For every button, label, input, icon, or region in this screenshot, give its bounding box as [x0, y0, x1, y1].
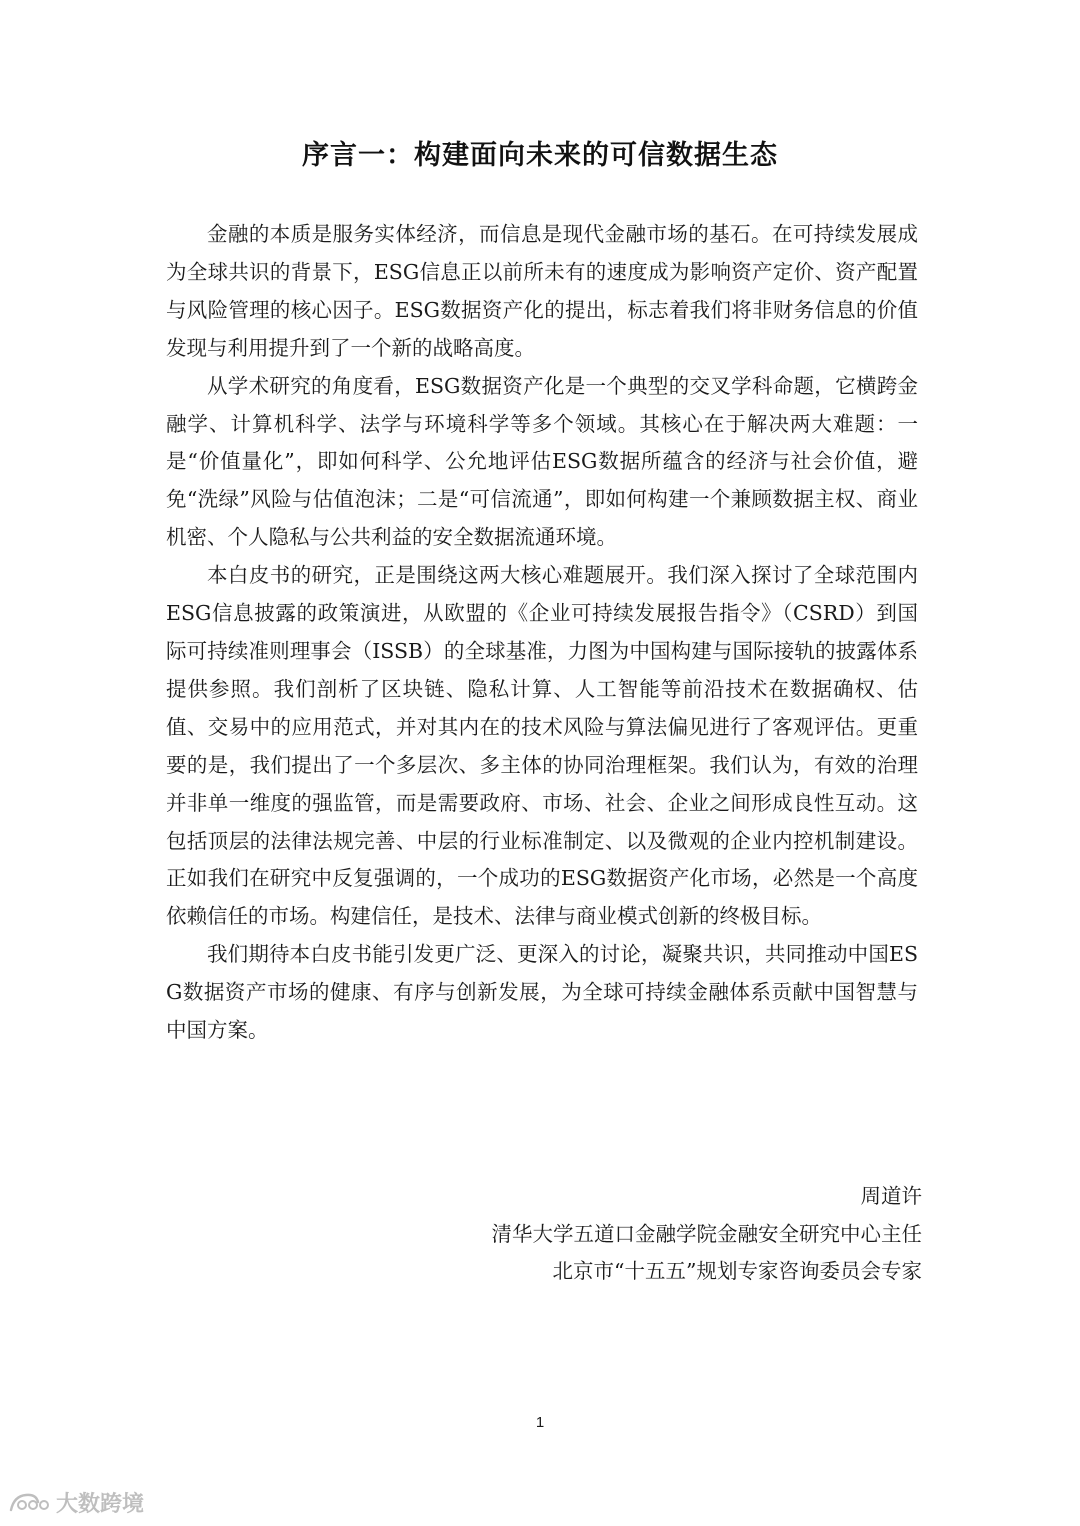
paragraph-3: 本白皮书的研究，正是围绕这两大核心难题展开。我们深入探讨了全球范围内ESG信息披露的政策演进，从欧盟的《企业可持续发展报告指令》（CSRD）到国际可持续准则理事会（ISSB）的全球基准，力图为中国构建与国际接轨的披露体系提供参照。我们剖析了区块链、隐私计算、人工智能等前沿技术在数据确权、估值、交易中的应用范式，并对其内在的技术风险与算法偏见进行了客观评估。更重要的是，我们提出了一个多层次、多主体的协同治理框架。我们认为，有效的治理并非单一维度的强监管，而是需要政府、市场、社会、企业之间形成良性互动。这包括顶层的法律法规完善、中层的行业标准制定、以及微观的企业内控机制建设。正如我们在研究中反复强调的，一个成功的ESG数据资产化市场，必然是一个高度依赖信任的市场。构建信任，是技术、法律与商业模式创新的终极目标。 — [166, 563, 918, 929]
signature-block — [492, 1178, 923, 1291]
page-title: 序言一：构建面向未来的可信数据生态 — [302, 140, 778, 171]
author-position: 清华大学五道口金融学院金融安全研究中心主任 — [491, 1221, 922, 1246]
watermark — [8, 1487, 144, 1518]
paragraph-4: 我们期待本白皮书能引发更广泛、更深入的讨论，凝聚共识，共同推动中国ESG数据资产市场的健康、有序与创新发展，为全球可持续金融体系贡献中国智慧与中国方案。 — [166, 942, 918, 1043]
paragraph-1: 金融的本质是服务实体经济，而信息是现代金融市场的基石。在可持续发展成为全球共识的背景下，ESG信息正以前所未有的速度成为影响资产定价、资产配置与风险管理的核心因子。ESG数据资产化的提出，标志着我们将非财务信息的价值发现与利用提升到了一个新的战略高度。 — [166, 222, 918, 360]
watermark-text: 大数跨境 — [56, 1492, 145, 1517]
watermark-logo-icon — [8, 1490, 50, 1516]
author-role: 北京市“十五五”规划专家咨询委员会专家 — [552, 1259, 922, 1283]
page-number: 1 — [535, 1414, 545, 1431]
paragraph-2: 从学术研究的角度看，ESG数据资产化是一个典型的交叉学科命题，它横跨金融学、计算机科学、法学与环境科学等多个领域。其核心在于解决两大难题：一是“价值量化”，即如何科学、公允地评估ESG数据所蕴含的经济与社会价值，避免“洗绿”风险与估值泡沫；二是“可信流通”，即如何构建一个兼顾数据主权、商业机密、个人隐私与公共利益的安全数据流通环境。 — [166, 373, 918, 550]
preface-body — [166, 216, 918, 1050]
author-name: 周道许 — [860, 1184, 922, 1208]
